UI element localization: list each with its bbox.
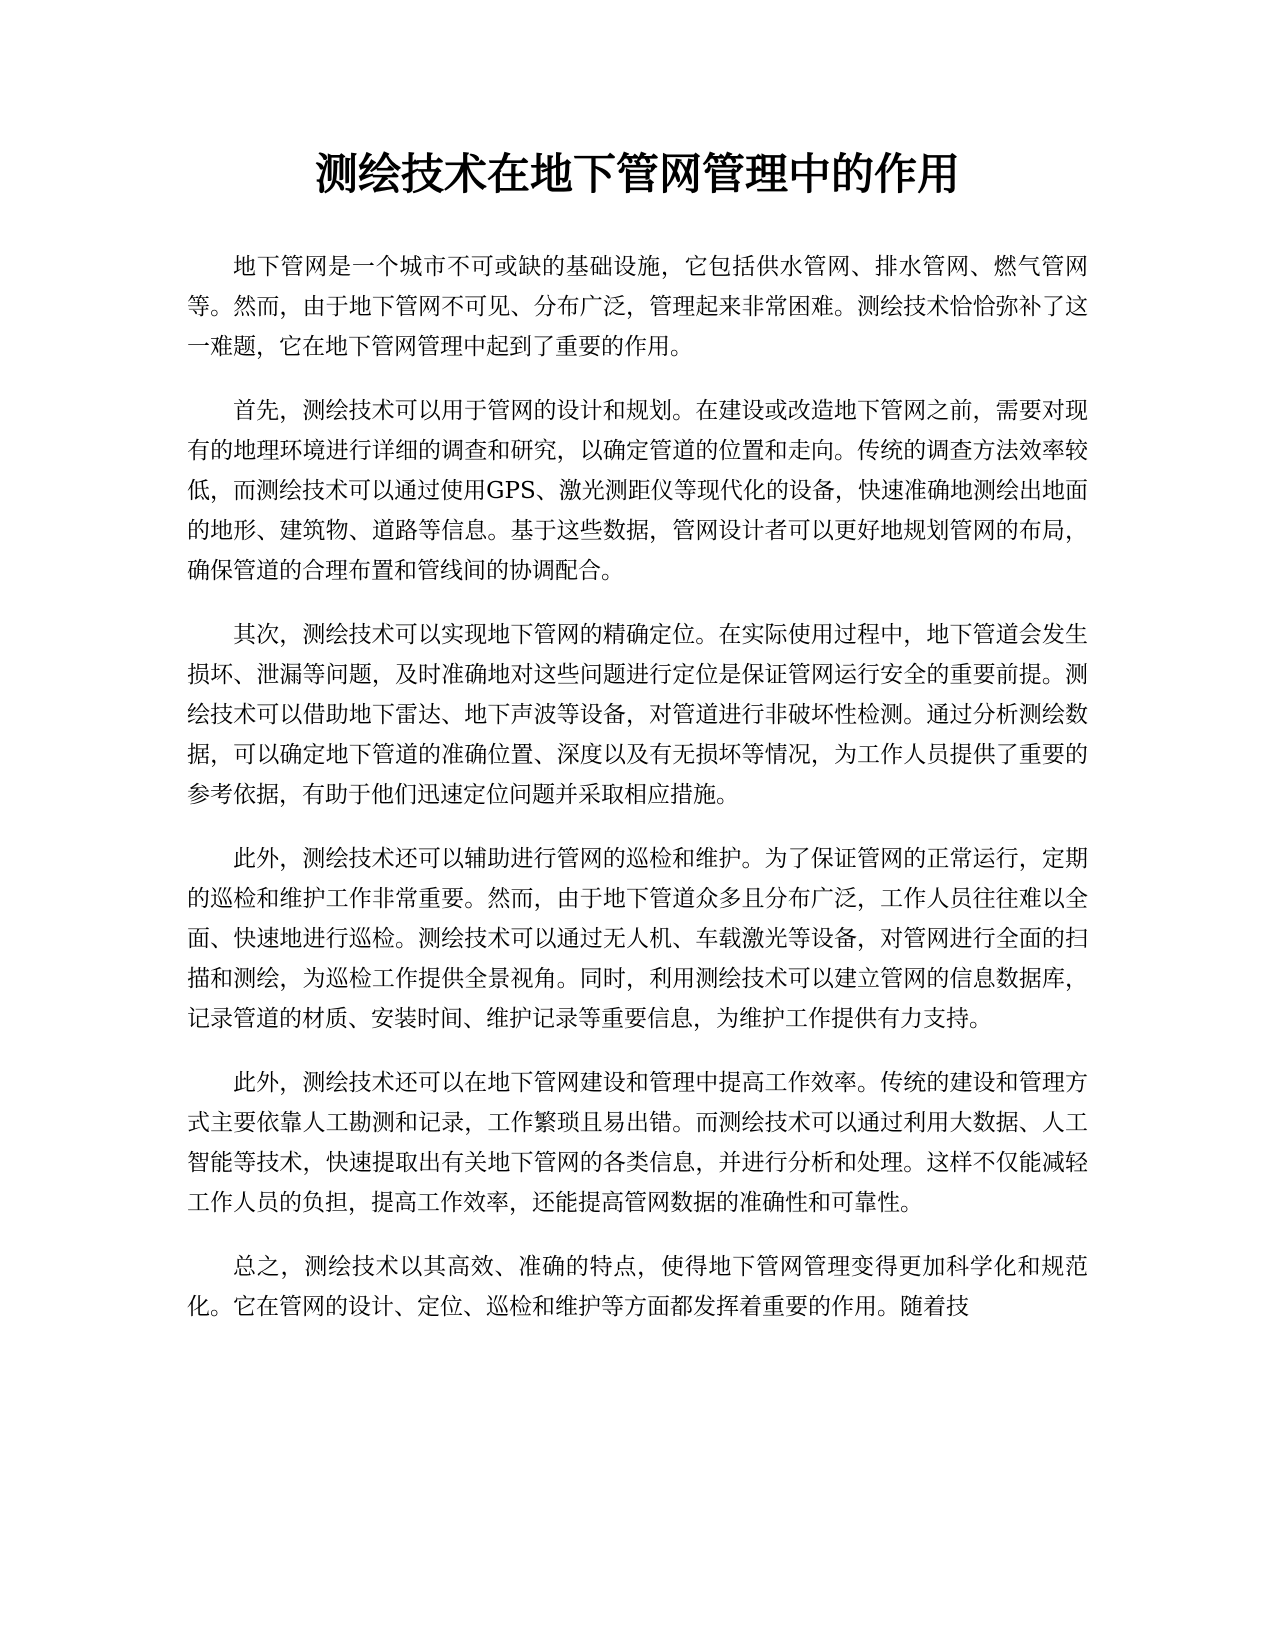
paragraph-intro: 地下管网是一个城市不可或缺的基础设施，它包括供水管网、排水管网、燃气管网等。然而，由于地下管网不可见、分布广泛，管理起来非常困难。测绘技术恰恰弥补了这一难题，它在地下管网管理中起到了重要的作用。 (187, 254, 1088, 360)
paragraph-conclusion: 总之，测绘技术以其高效、准确的特点，使得地下管网管理变得更加科学化和规范化。它在管网的设计、定位、巡检和维护等方面都发挥着重要的作用。随着技 (187, 1254, 1088, 1320)
document-body (187, 247, 1088, 1351)
paragraph-design-planning: 首先，测绘技术可以用于管网的设计和规划。在建设或改造地下管网之前，需要对现有的地理环境进行详细的调查和研究，以确定管道的位置和走向。传统的调查方法效率较低，而测绘技术可以通过使用GPS、激光测距仪等现代化的设备，快速准确地测绘出地面的地形、建筑物、道路等信息。基于这些数据，管网设计者可以更好地规划管网的布局，确保管道的合理布置和管线间的协调配合。 (187, 398, 1088, 584)
paragraph-inspection-maintenance: 此外，测绘技术还可以辅助进行管网的巡检和维护。为了保证管网的正常运行，定期的巡检和维护工作非常重要。然而，由于地下管道众多且分布广泛，工作人员往往难以全面、快速地进行巡检。测绘技术可以通过无人机、车载激光等设备，对管网进行全面的扫描和测绘，为巡检工作提供全景视角。同时，利用测绘技术可以建立管网的信息数据库，记录管道的材质、安装时间、维护记录等重要信息，为维护工作提供有力支持。 (187, 846, 1088, 1032)
paragraph-precise-positioning: 其次，测绘技术可以实现地下管网的精确定位。在实际使用过程中，地下管道会发生损坏、泄漏等问题，及时准确地对这些问题进行定位是保证管网运行安全的重要前提。测绘技术可以借助地下雷达、地下声波等设备，对管道进行非破坏性检测。通过分析测绘数据，可以确定地下管道的准确位置、深度以及有无损坏等情况，为工作人员提供了重要的参考依据，有助于他们迅速定位问题并采取相应措施。 (187, 622, 1088, 808)
document-title: 测绘技术在地下管网管理中的作用 (315, 150, 960, 200)
paragraph-efficiency: 此外，测绘技术还可以在地下管网建设和管理中提高工作效率。传统的建设和管理方式主要依靠人工勘测和记录，工作繁琐且易出错。而测绘技术可以通过利用大数据、人工智能等技术，快速提取出有关地下管网的各类信息，并进行分析和处理。这样不仅能减轻工作人员的负担，提高工作效率，还能提高管网数据的准确性和可靠性。 (187, 1070, 1088, 1216)
